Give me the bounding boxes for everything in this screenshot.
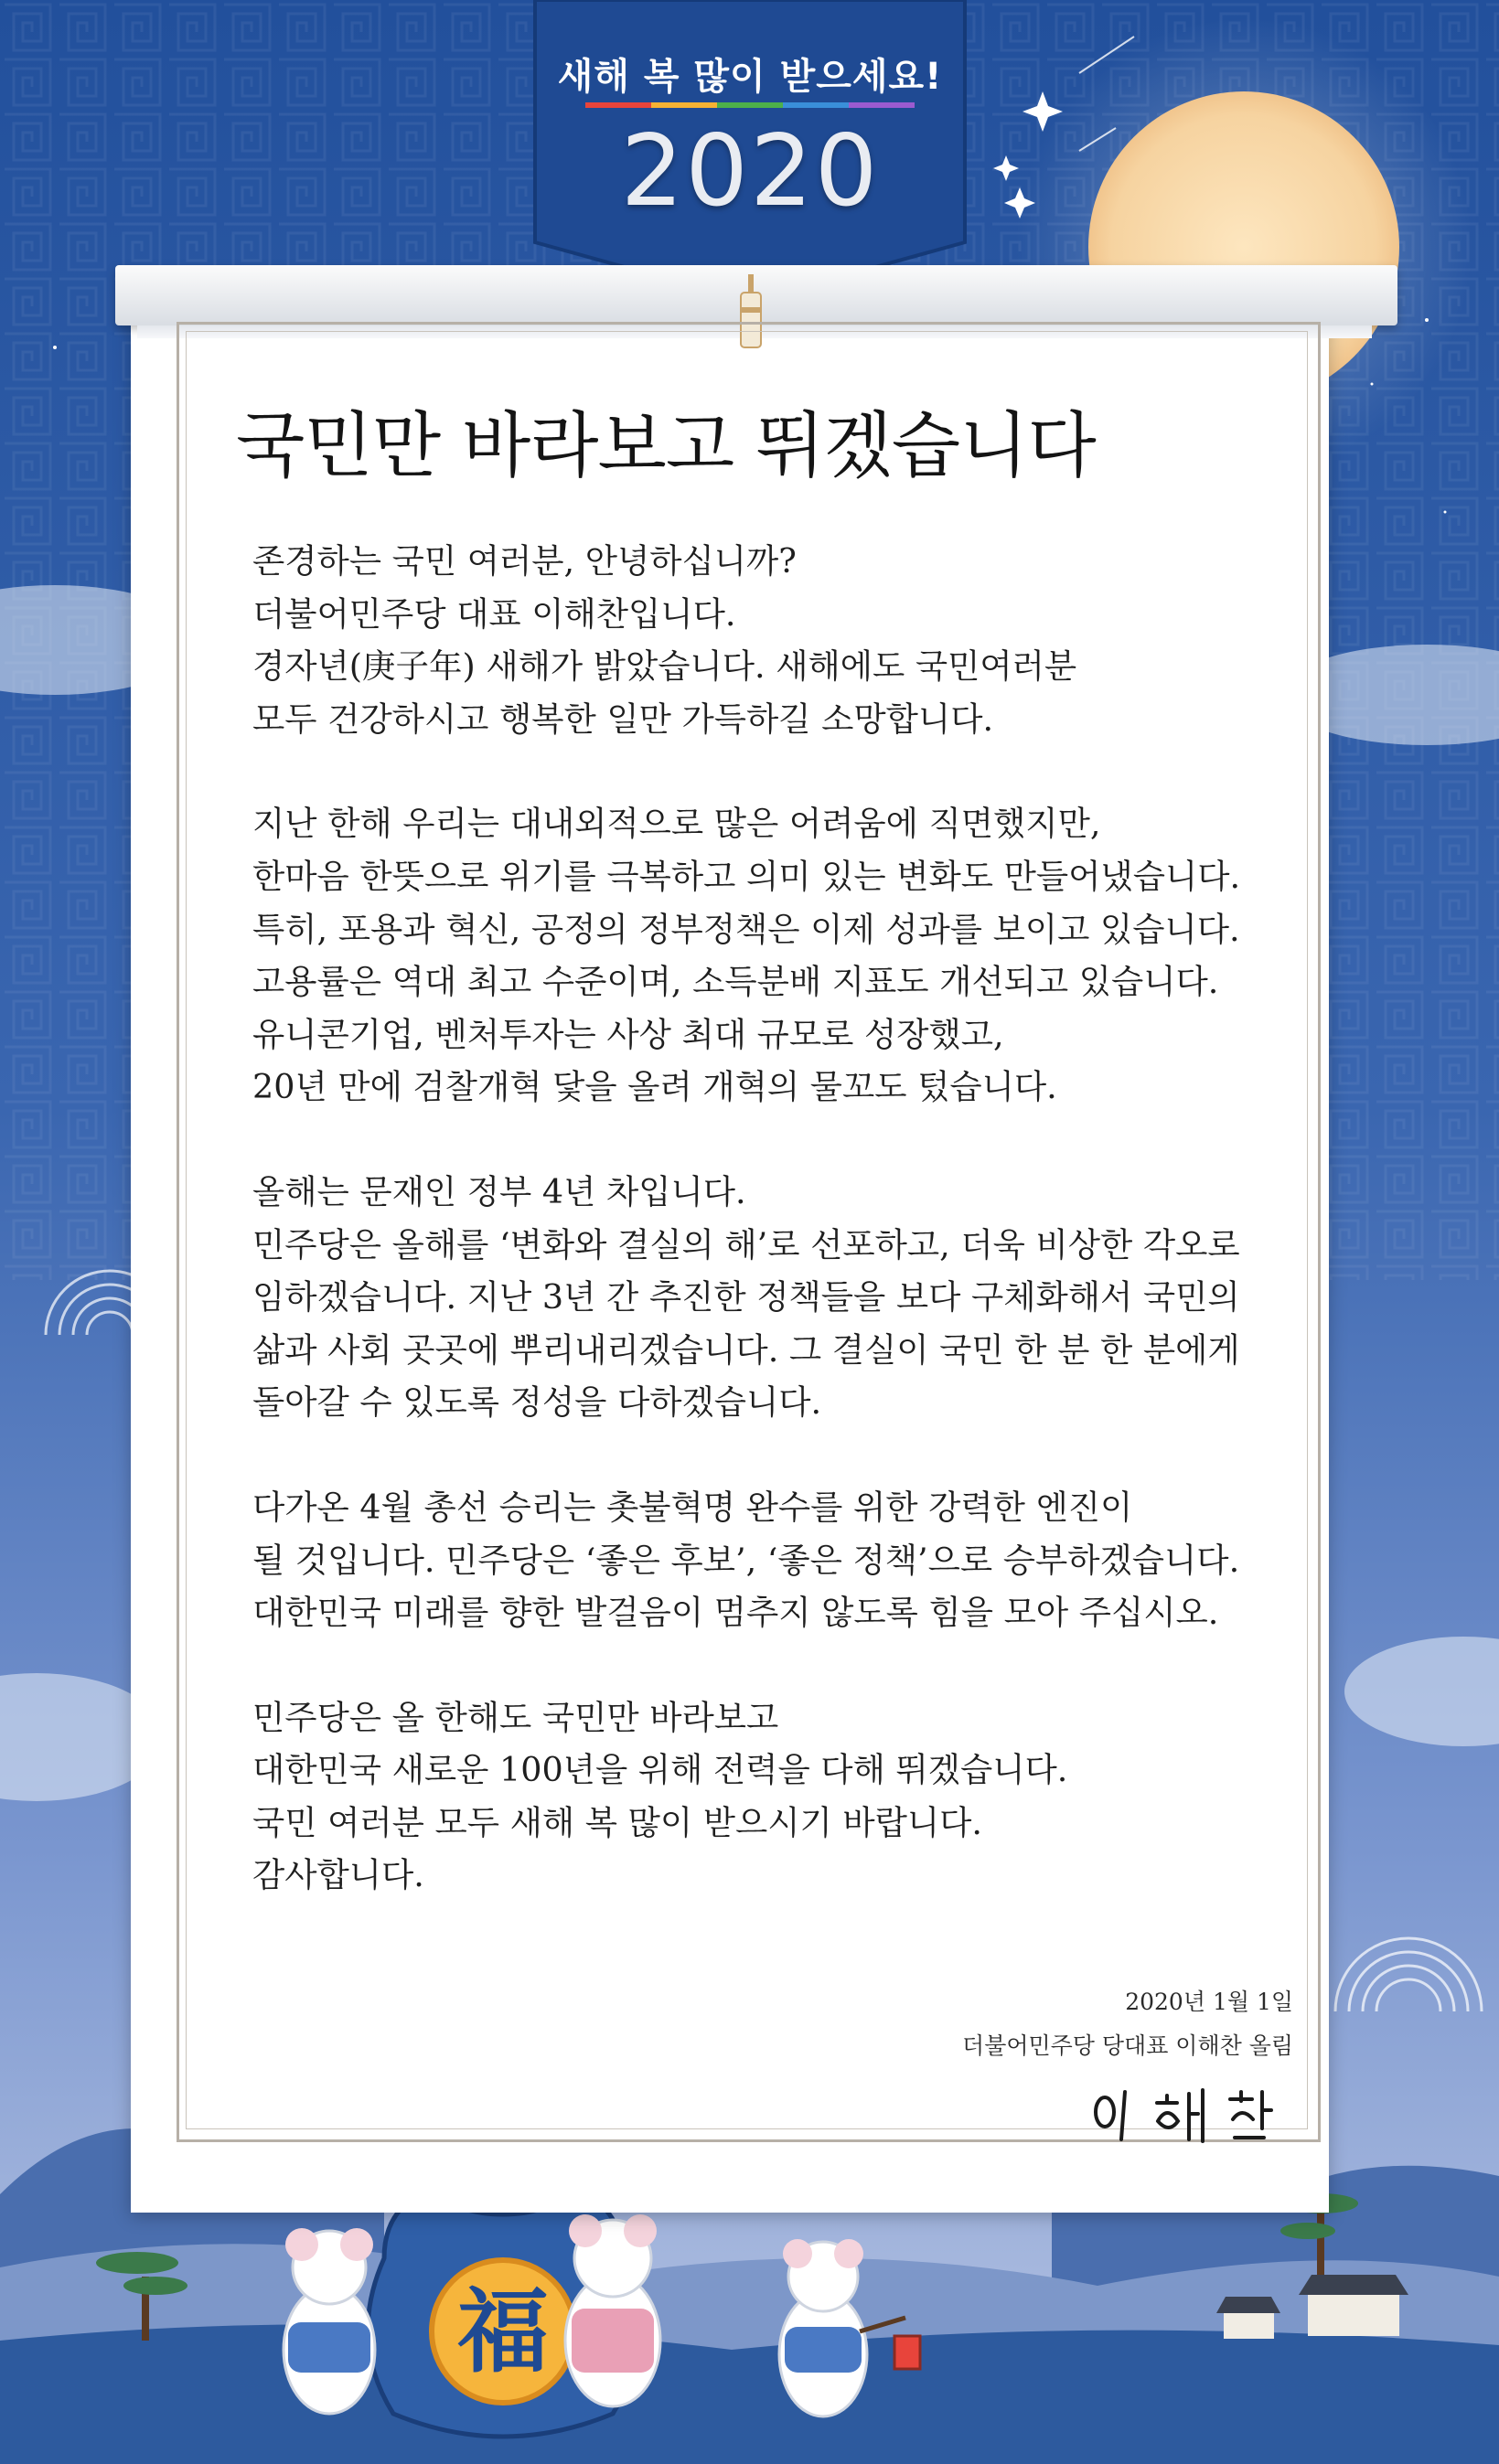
letter-line: 존경하는 국민 여러분, 안녕하십니까?: [252, 541, 797, 581]
letter-line: 20년 만에 검찰개혁 닻을 올려 개혁의 물꼬도 텄습니다.: [252, 1067, 1057, 1107]
letter-line: 삶과 사회 곳곳에 뿌리내리겠습니다. 그 결실이 국민 한 분 한 분에게: [252, 1329, 1240, 1370]
letter-line: 민주당은 올해를 ‘변화와 결실의 해’로 선포하고, 더욱 비상한 각오로: [252, 1224, 1240, 1264]
letter-line: 돌아갈 수 있도록 정성을 다하겠습니다.: [252, 1382, 822, 1423]
letter-line: 임하겠습니다. 지난 3년 간 추진한 정책들을 보다 구체화해서 국민의: [252, 1277, 1240, 1317]
letter-signer: 더불어민주당 당대표 이해찬 올림: [962, 2032, 1293, 2059]
letter-line: 지난 한해 우리는 대내외적으로 많은 어려움에 직면했지만,: [252, 804, 1101, 844]
letter-line: 특히, 포용과 혁신, 공정의 정부정책은 이제 성과를 보이고 있습니다.: [252, 909, 1240, 949]
letter-line: 국민 여러분 모두 새해 복 많이 받으시기 바랍니다.: [252, 1802, 982, 1842]
banner-year: 2020: [620, 114, 880, 229]
letter-line: 대한민국 새로운 100년을 위해 전력을 다해 뛰겠습니다.: [252, 1750, 1068, 1790]
letter-line: 경자년(庚子年) 새해가 밝았습니다. 새해에도 국민여러분: [252, 646, 1077, 687]
letter-line: 될 것입니다. 민주당은 ‘좋은 후보’, ‘좋은 정책’으로 승부하겠습니다.: [252, 1540, 1240, 1580]
letter-line: 다가온 4월 총선 승리는 촛불혁명 완수를 위한 강력한 엔진이: [252, 1487, 1133, 1527]
letter-line: 올해는 문재인 정부 4년 차입니다.: [252, 1171, 746, 1211]
letter-line: 대한민국 미래를 향한 발걸음이 멈추지 않도록 힘을 모아 주십시오.: [252, 1593, 1219, 1633]
letter-line: 유니콘기업, 벤처투자는 사상 최대 규모로 성장했고,: [252, 1014, 1004, 1054]
letter-line: 감사합니다.: [252, 1855, 424, 1895]
letter-title: 국민만 바라보고 뛰겠습니다: [236, 405, 1096, 487]
letter-line: 한마음 한뜻으로 위기를 극복하고 의미 있는 변화도 만들어냈습니다.: [252, 856, 1241, 896]
bag-fortune-character: 福: [457, 2277, 549, 2385]
letter-line: 더불어민주당 대표 이해찬입니다.: [252, 593, 736, 634]
banner-greeting: 새해 복 많이 받으세요!: [557, 56, 943, 98]
letter-line: 고용률은 역대 최고 수준이며, 소득분배 지표도 개선되고 있습니다.: [252, 962, 1219, 1002]
letter-date: 2020년 1월 1일: [1125, 1989, 1293, 2015]
letter-line: 모두 건강하시고 행복한 일만 가득하길 소망합니다.: [252, 699, 994, 739]
letter-line: 민주당은 올 한해도 국민만 바라보고: [252, 1697, 779, 1737]
